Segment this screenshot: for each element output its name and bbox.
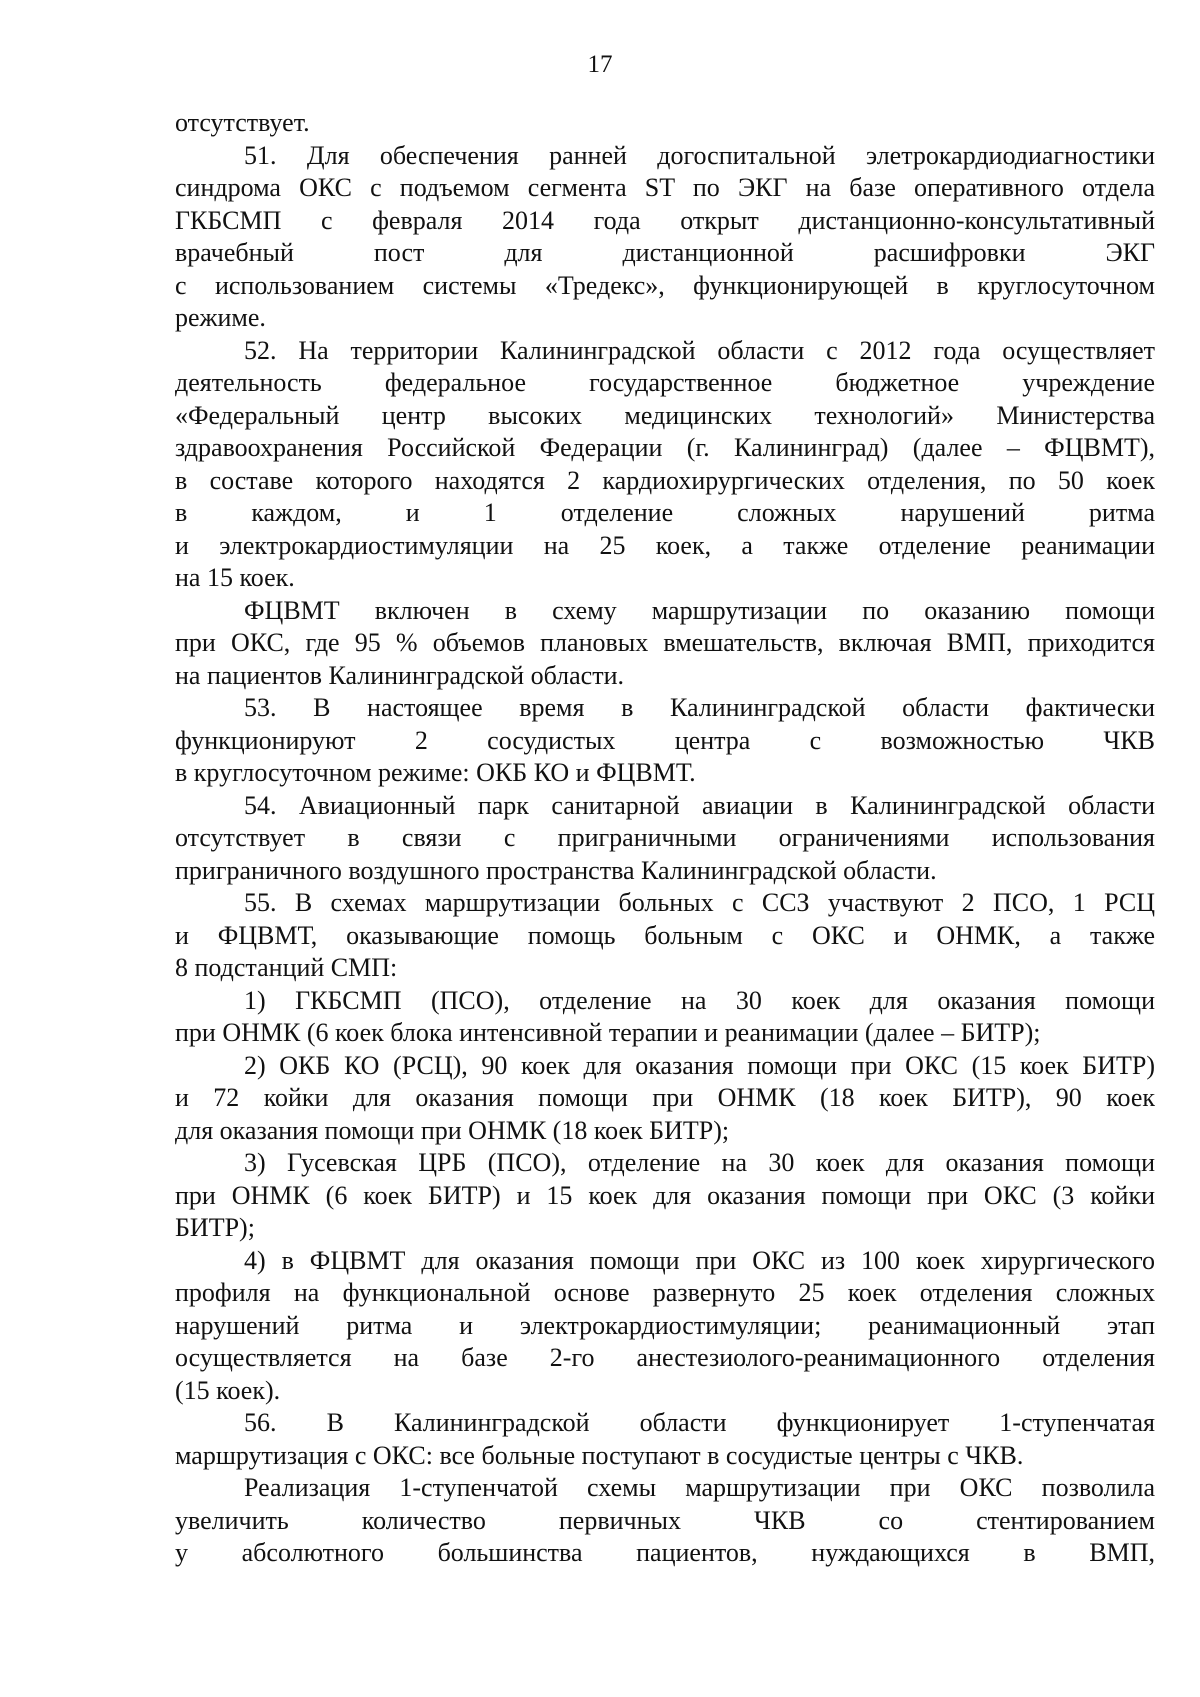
text-line: профиля на функциональной основе развернуто 25 коек отделения сложных	[175, 1278, 1155, 1307]
text-line: увеличить количество первичных ЧКВ со стентированием	[175, 1505, 1155, 1535]
text-line: и 72 койки для оказания помощи при ОНМК (18 коек БИТР), 90 коек	[175, 1083, 1155, 1112]
text-line: у абсолютного большинства пациентов, нуждающихся в ВМП,	[175, 1538, 1155, 1567]
text-line: для оказания помощи при ОНМК (18 коек БИТР);	[175, 1115, 730, 1145]
text-line: деятельность федеральное государственное бюджетное учреждение	[175, 368, 1155, 397]
text-line: 55. В схемах маршрутизации больных с ССЗ участвуют 2 ПСО, 1 РСЦ	[244, 888, 1155, 917]
text-line: 8 подстанций СМП:	[175, 953, 398, 982]
text-line: осуществляется на базе 2-го анестезиолого-реанимационного отделения	[175, 1343, 1155, 1372]
text-line: 1) ГКБСМП (ПСО), отделение на 30 коек для оказания помощи	[244, 985, 1155, 1015]
text-line: и электрокардиостимуляции на 25 коек, а также отделение реанимации	[175, 530, 1155, 560]
text-line: отсутствует.	[175, 108, 310, 137]
text-line: в круглосуточном режиме: ОКБ КО и ФЦВМТ.	[175, 758, 696, 787]
text-line: при ОНМК (6 коек блока интенсивной терапии и реанимации (далее – БИТР);	[175, 1018, 1041, 1047]
page-number: 17	[587, 51, 613, 78]
text-line: (15 коек).	[175, 1375, 281, 1405]
text-line: Реализация 1-ступенчатой схемы маршрутизации при ОКС позволила	[244, 1473, 1155, 1502]
text-line: в составе которого находятся 2 кардиохирургических отделения, по 50 коек	[175, 465, 1155, 495]
text-line: 56. В Калининградской области функционирует 1-ступенчатая	[244, 1408, 1155, 1437]
text-line: маршрутизация с ОКС: все больные поступают в сосудистые центры с ЧКВ.	[175, 1440, 1024, 1470]
text-line: режиме.	[175, 303, 266, 332]
text-line: синдрома ОКС с подъемом сегмента ST по ЭКГ на базе оперативного отдела	[175, 173, 1155, 202]
text-line: при ОНМК (6 коек БИТР) и 15 коек для оказания помощи при ОКС (3 койки	[175, 1180, 1155, 1210]
text-line: врачебный пост для дистанционной расшифровки ЭКГ	[175, 238, 1155, 267]
text-line: 51. Для обеспечения ранней догоспитальной элетрокардиодиагностики	[244, 140, 1155, 170]
text-line: ФЦВМТ включен в схему маршрутизации по оказанию помощи	[244, 595, 1155, 625]
text-line: на 15 коек.	[175, 563, 295, 592]
text-line: и ФЦВМТ, оказывающие помощь больным с ОКС и ОНМК, а также	[175, 920, 1155, 950]
text-line: 53. В настоящее время в Калининградской области фактически	[244, 693, 1155, 722]
text-line: с использованием системы «Тредекс», функционирующей в круглосуточном	[175, 270, 1155, 300]
text-line: здравоохранения Российской Федерации (г. Калининград) (далее – ФЦВМТ),	[175, 433, 1155, 462]
text-line: приграничного воздушного пространства Калининградской области.	[175, 855, 937, 885]
text-line: нарушений ритма и электрокардиостимуляции; реанимационный этап	[175, 1310, 1155, 1340]
document-body	[175, 107, 1155, 1570]
text-line: 3) Гусевская ЦРБ (ПСО), отделение на 30 коек для оказания помощи	[244, 1148, 1155, 1177]
text-line: БИТР);	[175, 1213, 255, 1242]
text-line: функционируют 2 сосудистых центра с возможностью ЧКВ	[175, 725, 1155, 755]
text-line: ГКБСМП с февраля 2014 года открыт дистанционно-консультативный	[175, 205, 1155, 235]
text-line: «Федеральный центр высоких медицинских технологий» Министерства	[175, 400, 1155, 430]
text-line: на пациентов Калининградской области.	[175, 660, 624, 690]
text-line: в каждом, и 1 отделение сложных нарушений ритма	[175, 498, 1155, 527]
text-line: 2) ОКБ КО (РСЦ), 90 коек для оказания помощи при ОКС (15 коек БИТР)	[244, 1050, 1155, 1080]
text-line: 52. На территории Калининградской области с 2012 года осуществляет	[244, 335, 1155, 365]
text-line: при ОКС, где 95 % объемов плановых вмешательств, включая ВМП, приходится	[175, 628, 1155, 657]
text-line: 54. Авиационный парк санитарной авиации в Калининградской области	[244, 790, 1155, 820]
text-line: отсутствует в связи с приграничными ограничениями использования	[175, 823, 1155, 852]
text-line: 4) в ФЦВМТ для оказания помощи при ОКС из 100 коек хирургического	[244, 1245, 1155, 1275]
